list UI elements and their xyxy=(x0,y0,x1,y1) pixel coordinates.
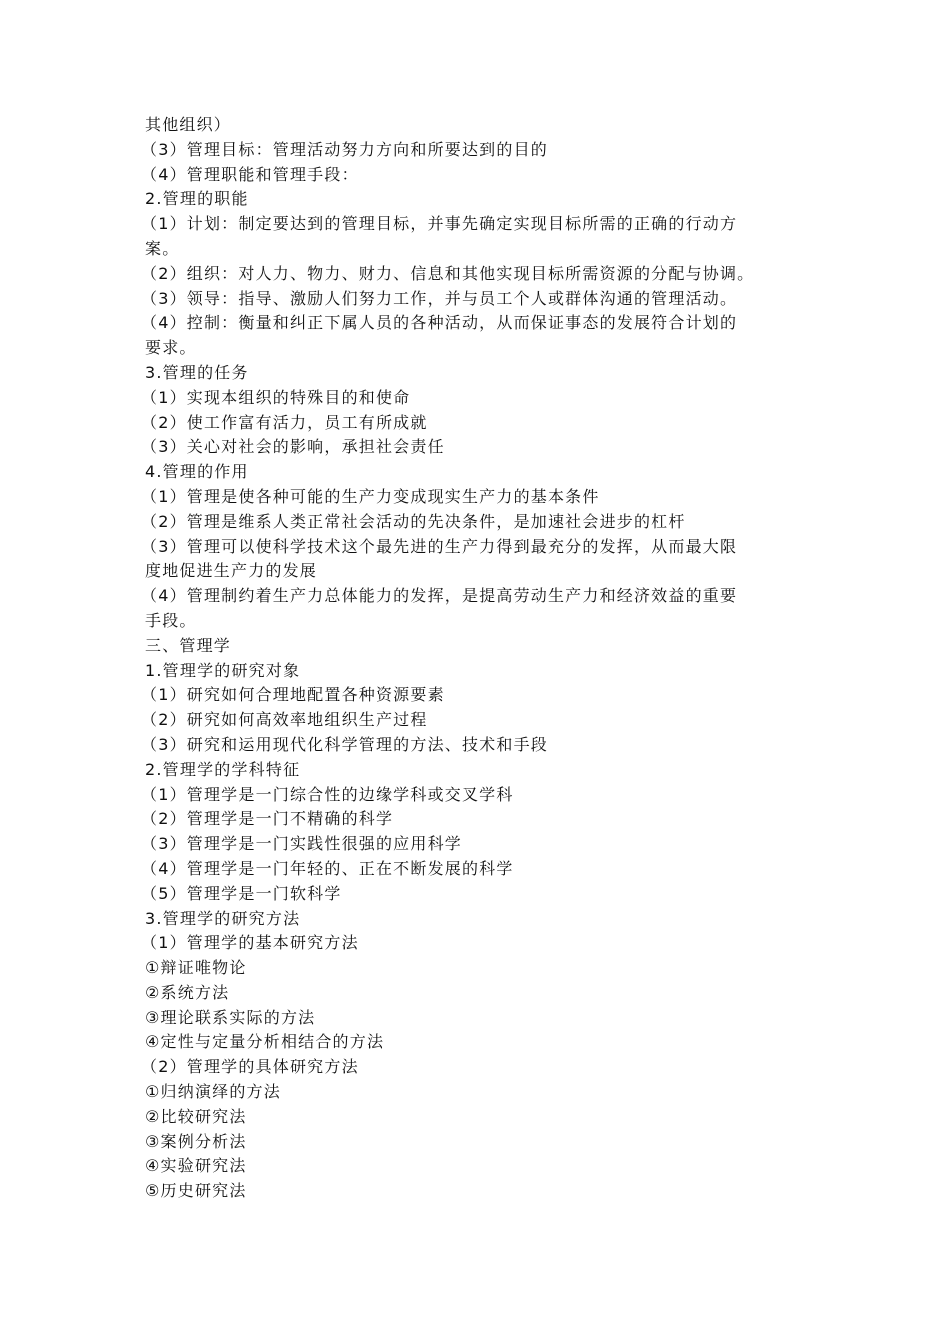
text-line: （2）管理是维系人类正常社会活动的先决条件，是加速社会进步的杠杆 xyxy=(141,511,686,531)
text-line: 度地促进生产力的发展 xyxy=(145,561,318,581)
text-line: （2）研究如何高效率地组织生产过程 xyxy=(141,710,428,730)
text-line: （1）研究如何合理地配置各种资源要素 xyxy=(141,685,445,705)
text-line: （1）管理学是一门综合性的边缘学科或交叉学科 xyxy=(141,784,514,804)
list-item: ④定性与定量分析相结合的方法 xyxy=(145,1032,385,1052)
text-line: （4）控制：衡量和纠正下属人员的各种活动，从而保证事态的发展符合计划的 xyxy=(141,313,738,333)
section-heading: 2.管理学的学科特征 xyxy=(145,759,301,779)
text-line: （1）管理学的基本研究方法 xyxy=(141,933,359,953)
list-item: ②比较研究法 xyxy=(145,1106,247,1126)
text-line: （3）管理可以使科学技术这个最先进的生产力得到最充分的发挥，从而最大限 xyxy=(141,536,738,556)
text-line: 案。 xyxy=(145,238,180,258)
list-item: ①辩证唯物论 xyxy=(145,958,247,978)
text-line: （2）管理学的具体研究方法 xyxy=(141,1057,359,1077)
text-line: （3）管理学是一门实践性很强的应用科学 xyxy=(141,834,462,854)
list-item: ①归纳演绎的方法 xyxy=(145,1082,281,1102)
list-item: ③理论联系实际的方法 xyxy=(145,1007,316,1027)
text-line: （4）管理职能和管理手段： xyxy=(141,164,359,184)
text-line: 其他组织） xyxy=(145,115,232,134)
section-heading: 2.管理的职能 xyxy=(145,189,249,209)
list-item: ⑤历史研究法 xyxy=(145,1181,247,1201)
list-item: ④实验研究法 xyxy=(145,1156,247,1176)
text-line: （4）管理学是一门年轻的、正在不断发展的科学 xyxy=(141,858,514,878)
section-heading: 3.管理的任务 xyxy=(145,362,249,382)
text-line: （1）管理是使各种可能的生产力变成现实生产力的基本条件 xyxy=(141,486,600,506)
text-line: （4）管理制约着生产力总体能力的发挥，是提高劳动生产力和经济效益的重要 xyxy=(141,586,738,606)
text-line: （1）计划：制定要达到的管理目标，并事先确定实现目标所需的正确的行动方 xyxy=(141,214,738,234)
chapter-heading: 三、管理学 xyxy=(145,635,232,655)
document-body xyxy=(141,113,815,1204)
text-line: （3）研究和运用现代化科学管理的方法、技术和手段 xyxy=(141,734,548,754)
text-line: 手段。 xyxy=(145,610,197,630)
list-item: ③案例分析法 xyxy=(145,1131,247,1151)
section-heading: 3.管理学的研究方法 xyxy=(145,908,301,928)
section-heading: 4.管理的作用 xyxy=(145,462,249,482)
text-line: （2）使工作富有活力，员工有所成就 xyxy=(141,412,428,432)
text-line: 要求。 xyxy=(145,338,197,358)
text-line: （3）管理目标：管理活动努力方向和所要达到的目的 xyxy=(141,139,548,159)
list-item: ②系统方法 xyxy=(145,982,230,1002)
section-heading: 1.管理学的研究对象 xyxy=(145,660,301,680)
text-line: （1）实现本组织的特殊目的和使命 xyxy=(141,387,411,407)
text-line: （3）关心对社会的影响，承担社会责任 xyxy=(141,437,445,457)
text-line: （3）领导：指导、激励人们努力工作，并与员工个人或群体沟通的管理活动。 xyxy=(141,288,738,308)
text-line: （5）管理学是一门软科学 xyxy=(141,883,342,903)
text-line: （2）管理学是一门不精确的科学 xyxy=(141,809,394,829)
text-line: （2）组织：对人力、物力、财力、信息和其他实现目标所需资源的分配与协调。 xyxy=(141,263,755,283)
